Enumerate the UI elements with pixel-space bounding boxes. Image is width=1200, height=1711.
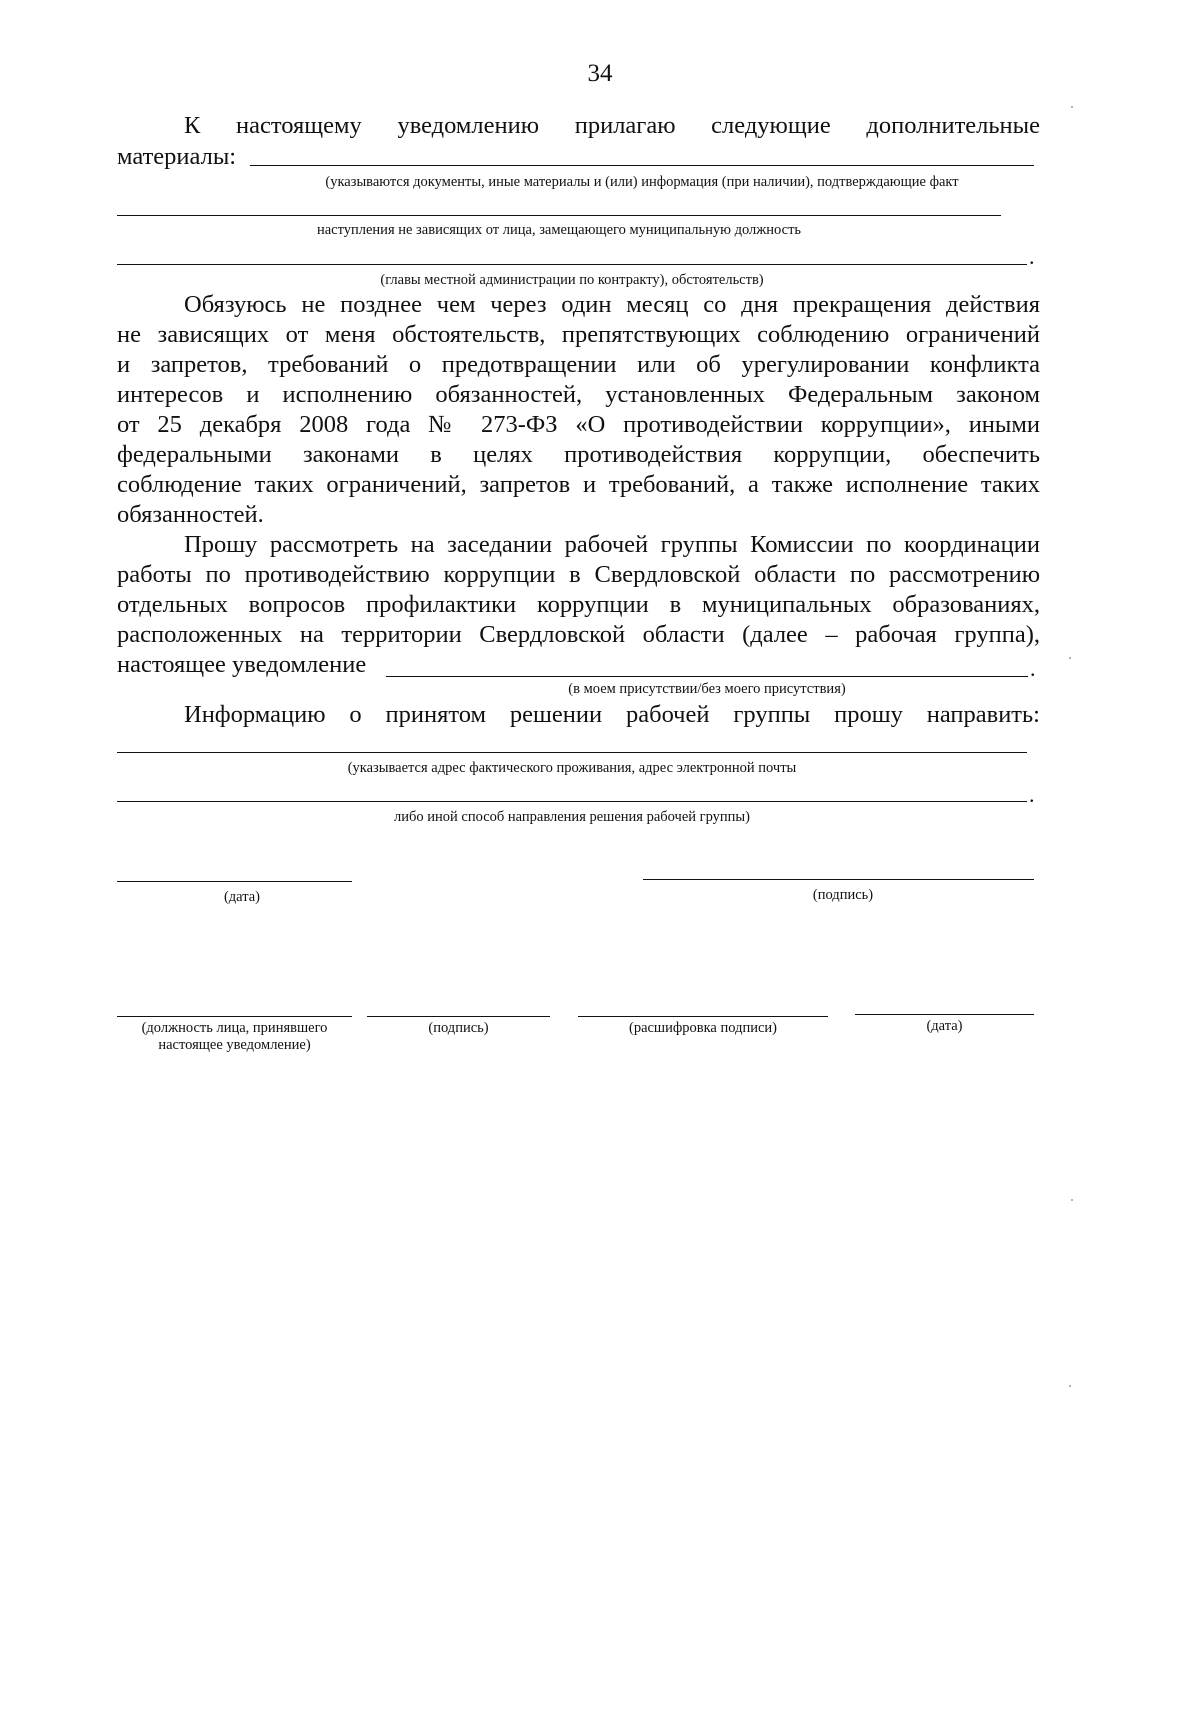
information-line: Информацию о принятом решении рабочей группы прошу направить: — [184, 701, 1040, 728]
signature-label: (подпись) — [812, 887, 874, 903]
scan-speck — [1069, 1385, 1071, 1387]
attachments-field-rule-2 — [117, 215, 1001, 216]
acceptance-position-label-1: (должность лица, принявшего — [141, 1020, 328, 1036]
obligation-line-2: не зависящих от меня обстоятельств, препятствующих соблюдению ограничений — [117, 321, 1040, 348]
attachments-label: материалы: — [117, 143, 237, 170]
attachments-line1: К настоящему уведомлению прилагаю следующие дополнительные — [184, 112, 1040, 139]
request-line-1: Прошу рассмотреть на заседании рабочей группы Комиссии по координации — [184, 531, 1040, 558]
period-mark: . — [1029, 782, 1035, 807]
acceptance-position-label-2: настоящее уведомление) — [158, 1037, 311, 1053]
obligation-line-4: интересов и исполнению обязанностей, установленных Федеральным законом — [117, 381, 1040, 408]
request-note: (в моем присутствии/без моего присутствия) — [568, 681, 846, 697]
request-line-2: работы по противодействию коррупции в Свердловской области по рассмотрению — [117, 561, 1040, 588]
signature-rule — [643, 879, 1034, 880]
obligation-line-8: обязанностей. — [117, 501, 264, 528]
period-mark: . — [1030, 656, 1036, 681]
information-field-rule-1 — [117, 752, 1027, 753]
attachments-note-3: (главы местной администрации по контракту), обстоятельств) — [380, 272, 764, 288]
information-note-2: либо иной способ направления решения рабочей группы) — [394, 809, 750, 825]
acceptance-position-rule — [117, 1016, 352, 1017]
request-last-line-label: настоящее уведомление — [117, 651, 367, 678]
acceptance-date-rule — [855, 1014, 1034, 1015]
period-mark: . — [1029, 244, 1035, 269]
page-number: 34 — [587, 60, 613, 87]
obligation-line-6: федеральными законами в целях противодействия коррупции, обеспечить — [117, 441, 1040, 468]
acceptance-signature-rule — [367, 1016, 550, 1017]
information-field-rule-2 — [117, 801, 1027, 802]
obligation-line-3: и запретов, требований о предотвращении или об урегулировании конфликта — [117, 351, 1040, 378]
date-rule — [117, 881, 352, 882]
acceptance-decoding-label: (расшифровка подписи) — [628, 1020, 778, 1036]
request-line-4: расположенных на территории Свердловской области (далее – рабочая группа), — [117, 621, 1040, 648]
scan-speck — [1071, 1199, 1073, 1201]
attachments-field-rule-1 — [250, 165, 1034, 166]
date-label: (дата) — [223, 889, 261, 905]
acceptance-decoding-rule — [578, 1016, 828, 1017]
acceptance-date-label: (дата) — [926, 1018, 963, 1034]
request-field-rule — [386, 676, 1028, 677]
request-line-3: отдельных вопросов профилактики коррупции в муниципальных образованиях, — [117, 591, 1040, 618]
attachments-note-1: (указываются документы, иные материалы и (или) информация (при наличии), подтверждающие факт — [325, 174, 959, 190]
obligation-line-5: от 25 декабря 2008 года № 273-ФЗ «О противодействии коррупции», иными — [117, 411, 1040, 438]
scan-speck — [1069, 657, 1071, 659]
attachments-field-rule-3 — [117, 264, 1027, 265]
information-note-1: (указывается адрес фактического проживания, адрес электронной почты — [347, 760, 797, 776]
acceptance-signature-label: (подпись) — [428, 1020, 489, 1036]
attachments-note-2: наступления не зависящих от лица, замещающего муниципальную должность — [316, 222, 802, 238]
obligation-line-7: соблюдение таких ограничений, запретов и требований, а также исполнение таких — [117, 471, 1040, 498]
scan-speck — [1071, 106, 1073, 108]
obligation-line-1: Обязуюсь не позднее чем через один месяц со дня прекращения действия — [184, 291, 1040, 318]
